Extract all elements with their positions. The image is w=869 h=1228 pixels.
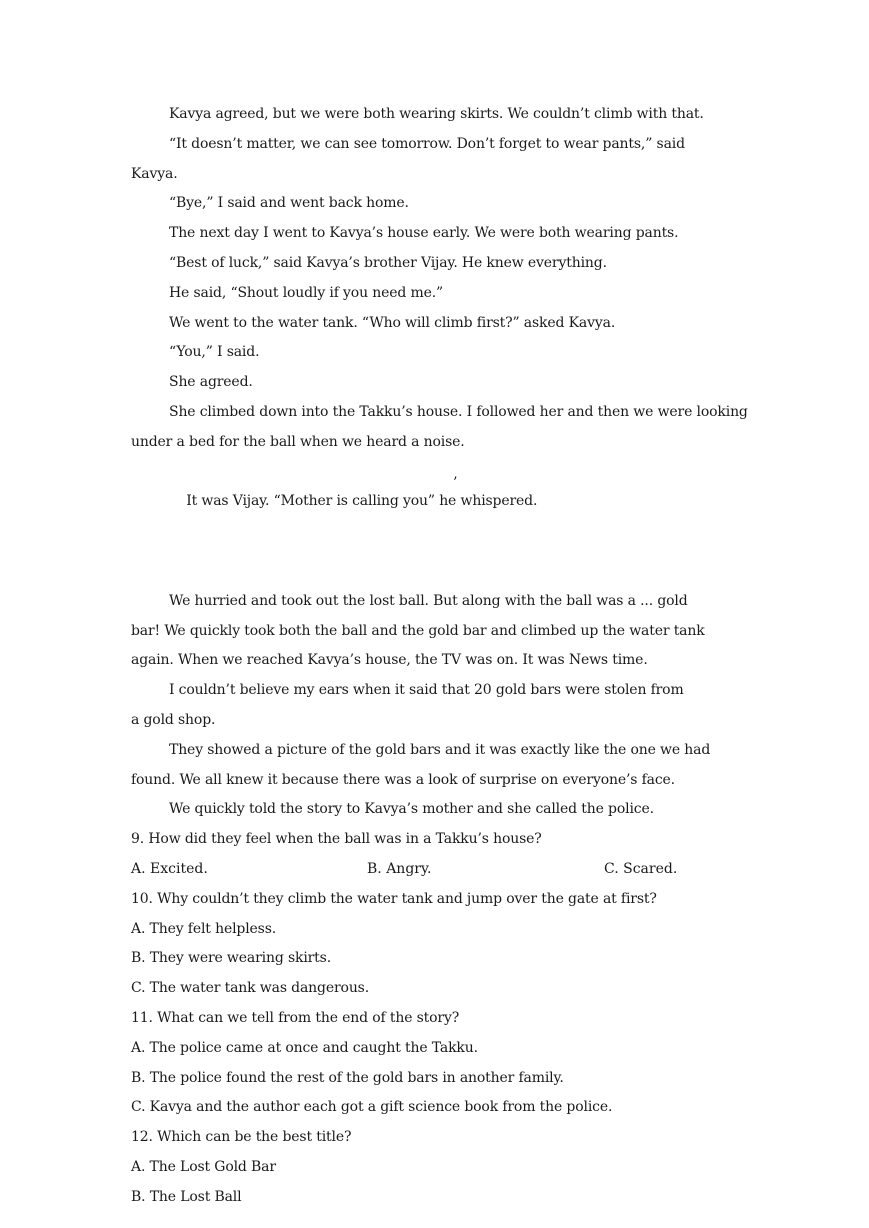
vijay-line-before: It was Vijay. “Mother is calling you [186, 493, 428, 510]
story-paragraph-line: again. When we reached Kavya’s house, the TV was on. It was News time. [131, 652, 648, 669]
vijay-line-quote: ” [427, 493, 435, 510]
story-paragraph-line: He said, “Shout loudly if you need me.” [169, 284, 444, 301]
q10-option-c: C. The water tank was dangerous. [131, 980, 370, 997]
story-paragraph-line: We hurried and took out the lost ball. But along with the ball was a ... gold [169, 592, 688, 609]
q9-option-b: B. Angry. [367, 860, 432, 877]
q10-option-a: A. They felt helpless. [131, 920, 277, 937]
story-paragraph-line: Kavya agreed, but we were both wearing skirts. We couldn’t climb with that. [169, 106, 704, 122]
question-9-options [131, 855, 741, 885]
q9-option-c: C. Scared. [604, 860, 678, 877]
q10-option-b: B. They were wearing skirts. [131, 950, 331, 967]
story-paragraph-line: She climbed down into the Takku’s house. I followed her and then we were looking [169, 403, 748, 420]
question-11: 11. What can we tell from the end of the story? [131, 1009, 460, 1026]
story-paragraph-line: a gold shop. [131, 711, 216, 728]
q12-option-a: A. The Lost Gold Bar [131, 1158, 276, 1175]
story-paragraph-line: “Best of luck,” said Kavya’s brother Vijay. He knew everything. [169, 254, 607, 271]
question-12: 12. Which can be the best title? [131, 1129, 352, 1146]
vijay-line-after: he whispered. [434, 493, 538, 510]
story-paragraph-line: She agreed. [169, 374, 253, 391]
q12-option-b: B. The Lost Ball [131, 1188, 242, 1205]
story-paragraph-line: “Bye,” I said and went back home. [169, 195, 409, 212]
question-10: 10. Why couldn’t they climb the water tank and jump over the gate at first? [131, 890, 657, 907]
q11-option-b: B. The police found the rest of the gold bars in another family. [131, 1069, 564, 1086]
q11-option-a: A. The police came at once and caught the Takku. [131, 1039, 478, 1056]
story-paragraph-line: “You,” I said. [169, 344, 260, 361]
story-paragraph-line: found. We all knew it because there was a look of surprise on everyone’s face. [131, 771, 675, 788]
question-9: 9. How did they feel when the ball was in a Takku’s house? [131, 831, 542, 848]
story-paragraph-line: I couldn’t believe my ears when it said that 20 gold bars were stolen from [169, 682, 684, 699]
story-paragraph-line: bar! We quickly took both the ball and the gold bar and climbed up the water tank [131, 622, 705, 639]
story-paragraph-line: We quickly told the story to Kavya’s mother and she called the police. [169, 801, 654, 818]
story-paragraph-line: Kavya. [131, 165, 178, 182]
story-paragraph-line: “It doesn’t matter, we can see tomorrow. Don’t forget to wear pants,” said [169, 135, 685, 152]
stray-comma-mark: ’ [453, 474, 458, 491]
story-paragraph-line: The next day I went to Kavya’s house early. We were both wearing pants. [169, 225, 679, 242]
q9-option-a: A. Excited. [131, 860, 208, 877]
document-page [131, 100, 748, 1212]
story-paragraph-line: They showed a picture of the gold bars and it was exactly like the one we had [169, 741, 711, 758]
story-paragraph-line: under a bed for the ball when we heard a noise. [131, 433, 465, 450]
story-paragraph-line: We went to the water tank. “Who will climb first?” asked Kavya. [169, 314, 616, 331]
q11-option-c: C. Kavya and the author each got a gift science book from the police. [131, 1099, 613, 1116]
story-vijay-line [131, 458, 741, 577]
